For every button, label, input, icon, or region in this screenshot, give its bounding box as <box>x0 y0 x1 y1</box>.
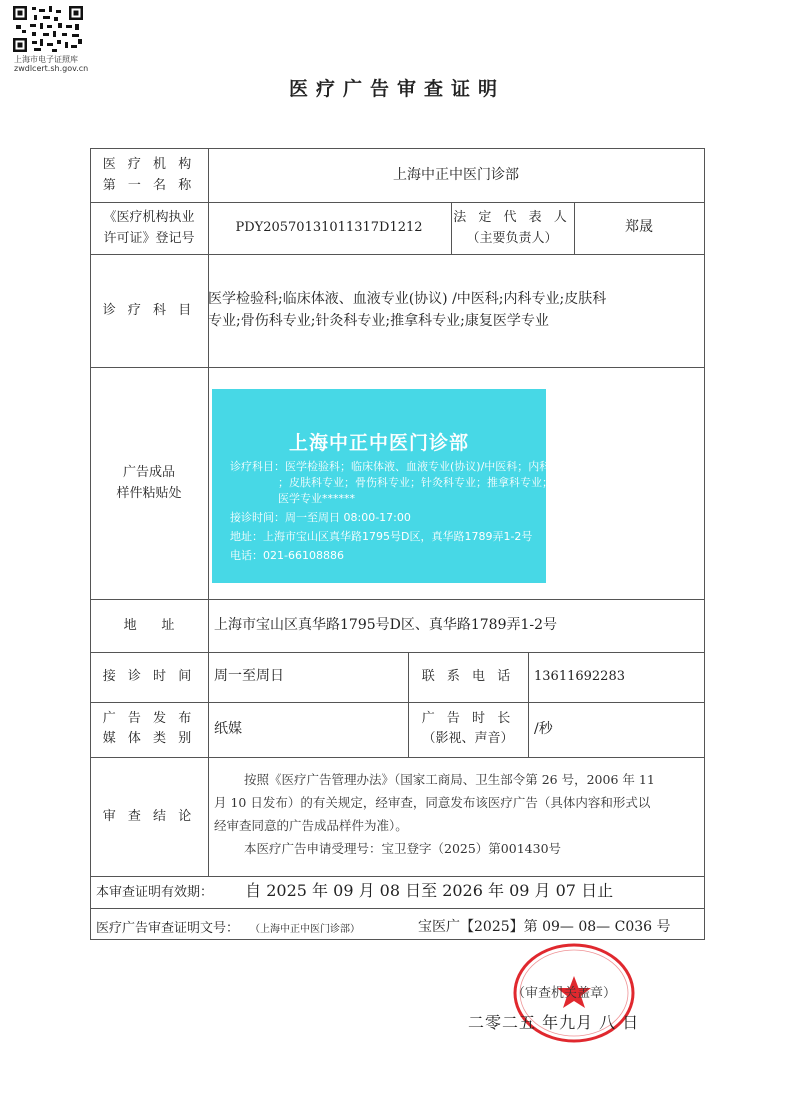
hours-value: 周一至周日 <box>214 668 284 684</box>
phone-value: 13611692283 <box>534 669 625 684</box>
validity-range: 自 2025 年 09 月 08 日至 2026 年 09 月 07 日止 <box>245 881 614 900</box>
institution-label: 医 疗 机 构 第 一 名 称 <box>102 157 196 193</box>
ad-subjects-line1: 诊疗科目：医学检验科；临床体液、血液专业(协议)/中医科；内科专业 <box>230 460 573 473</box>
license-label: 《医疗机构执业 许可证》登记号 <box>103 209 195 246</box>
validity-label: 本审查证明有效期： <box>96 885 214 900</box>
stamp-label: （审查机关盖章） <box>512 986 617 1001</box>
conclusion-label: 审 查 结 论 <box>102 808 196 824</box>
hours-label: 接 诊 时 间 <box>102 669 196 684</box>
ad-subjects-line2: ；皮肤科专业；骨伤科专业；针灸科专业；推拿科专业；康复 <box>278 476 575 489</box>
conclusion-text: 按照《医疗广告管理办法》（国家工商局、卫生部令第 26 号，2006 年 11 月 10 日发布）的有关规定，经审查，同意发布该医疗广告（具体内容和形式以 经审查同意的广告成品样件为准）。 本医疗广告申请受理号：宝卫登字（2025）第001430号 <box>214 772 655 856</box>
media-value: 纸媒 <box>214 720 242 737</box>
address-value: 上海市宝山区真华路1795号D区、真华路1789弄1-2号 <box>214 616 558 633</box>
ad-subjects-line3: 医学专业****** <box>278 492 355 505</box>
ad-sample-label: 广告成品 样件粘贴处 <box>116 464 182 501</box>
address-label: 地 址 <box>123 617 175 633</box>
phone-label: 联 系 电 话 <box>421 669 515 684</box>
subjects-text: 医学检验科;临床体液、血液专业(协议) /中医科;内科专业;皮肤科 专业;骨伤科专业;针灸科专业;推拿科专业;康复医学专业 <box>208 291 607 329</box>
legal-rep-label: 法 定 代 表 人 （主要负责人） <box>453 209 571 246</box>
duration-label: 广 告 时 长 （影视、声音） <box>421 711 515 746</box>
certificate-number: 宝医广【2025】第 09— 08— C036 号 <box>418 919 671 935</box>
license-number: PDY20570131011317D1212 <box>235 220 423 235</box>
qr-code <box>12 5 84 53</box>
institution-name: 上海中正中医门诊部 <box>393 166 519 183</box>
issue-date: 二零二五 年九月 八 日 <box>468 1013 640 1032</box>
media-label: 广 告 发 布 媒 体 类 别 <box>102 711 196 746</box>
legal-rep-name: 郑晟 <box>625 219 653 235</box>
subjects-label: 诊 疗 科 目 <box>102 302 196 318</box>
ad-sample-margin <box>212 373 546 389</box>
qr-caption: 上海市电子证照库 zwdlcert.sh.gov.cn <box>14 55 89 73</box>
ad-title: 上海中正中医门诊部 <box>288 432 469 454</box>
ad-address: 地址：上海市宝山区真华路1795号D区，真华路1789弄1-2号 <box>230 530 533 543</box>
ad-hours: 接诊时间：周一至周日 08:00-17:00 <box>230 511 411 524</box>
ad-phone: 电话：021-66108886 <box>230 549 344 562</box>
certificate-holder: （上海中正中医门诊部） <box>250 924 360 935</box>
duration-value: /秒 <box>534 720 553 737</box>
certificate-label: 医疗广告审查证明文号： <box>96 921 240 936</box>
document-title: 医疗广告审查证明 <box>288 78 505 100</box>
validity-row <box>96 878 613 901</box>
